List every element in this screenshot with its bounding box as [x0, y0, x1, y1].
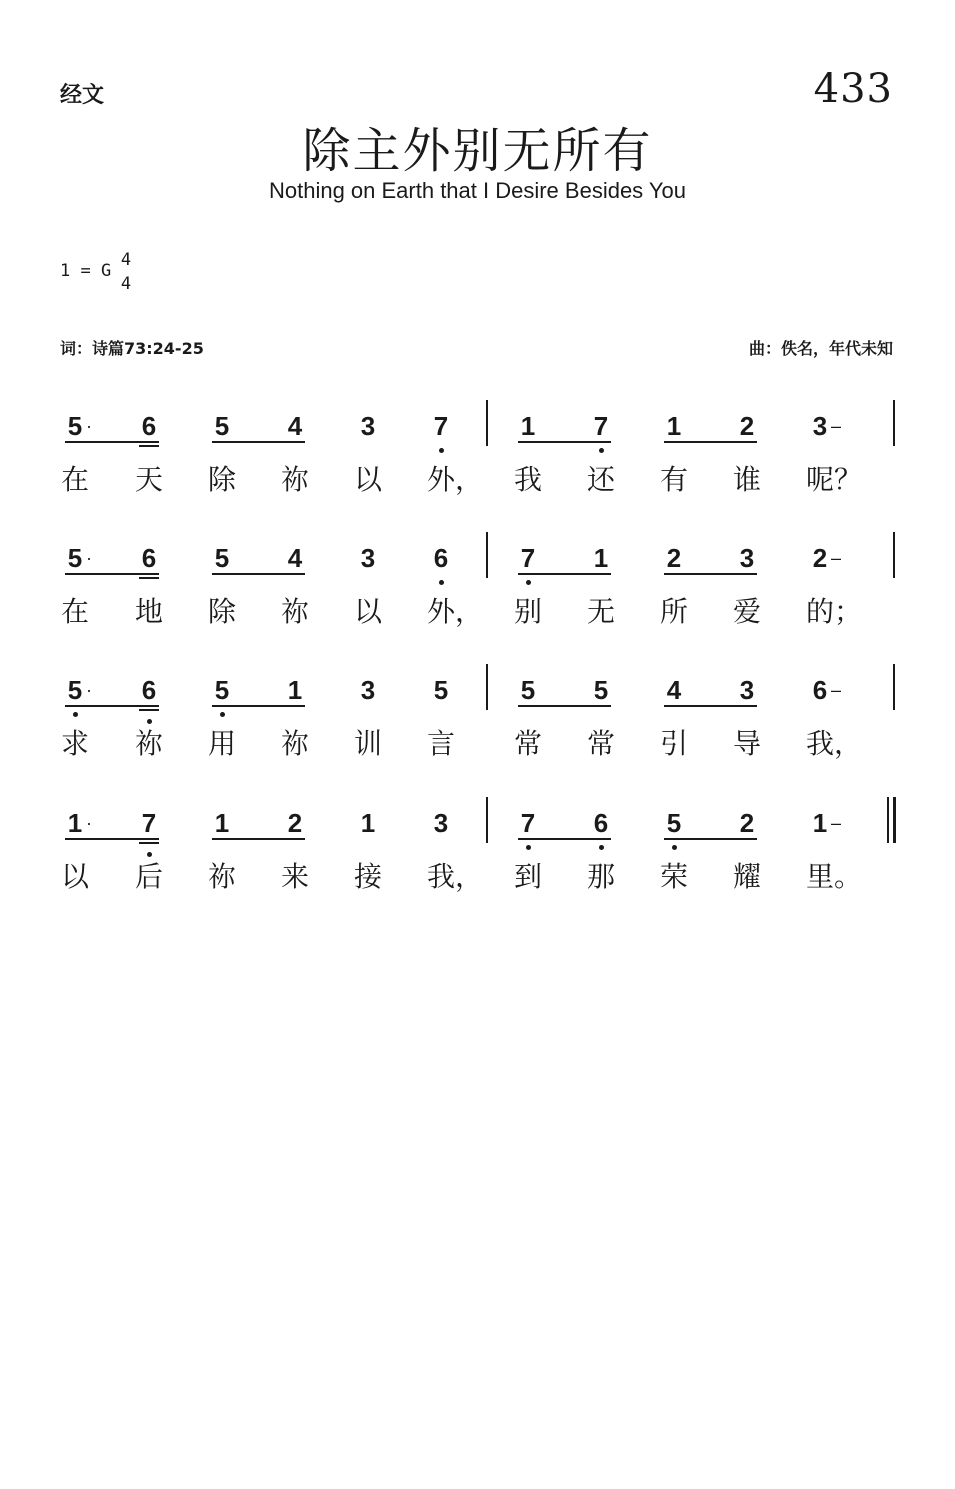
underline-beam	[518, 705, 611, 707]
note	[421, 672, 461, 708]
lyric-syllable: 祢	[208, 860, 237, 893]
note	[654, 408, 694, 444]
lyric-syllable: 那	[587, 860, 616, 893]
underline-beam	[139, 445, 159, 447]
lyric-syllable: 来	[281, 860, 310, 893]
note	[581, 672, 621, 708]
note	[421, 540, 461, 576]
note	[508, 672, 548, 708]
lyric-syllable: 有	[660, 463, 689, 496]
underline-beam	[518, 573, 611, 575]
score-line	[0, 662, 955, 772]
lower-octave-dot	[439, 448, 444, 453]
note	[508, 408, 548, 444]
lyric-syllable: 无	[587, 595, 616, 628]
note	[55, 540, 95, 576]
note-number: 7	[433, 411, 449, 441]
lyric-syllable: 的；	[806, 595, 863, 628]
bar-line	[486, 664, 488, 710]
bar-line	[893, 532, 895, 578]
lyric-syllable: 祢	[135, 727, 164, 760]
lower-octave-dot	[599, 448, 604, 453]
score-line	[0, 530, 955, 640]
note	[727, 540, 767, 576]
lyric-syllable: 我	[514, 463, 543, 496]
bar-line	[486, 532, 488, 578]
note-number: 5	[593, 675, 609, 705]
lyric-syllable: 以	[61, 860, 90, 893]
score-line	[0, 398, 955, 508]
bar-line	[486, 797, 488, 843]
note	[654, 805, 694, 841]
final-bar-line	[893, 797, 896, 843]
note	[654, 540, 694, 576]
note-number: 7	[141, 808, 157, 838]
lower-octave-dot	[672, 845, 677, 850]
underline-beam	[139, 577, 159, 579]
hymn-number: 433	[813, 66, 893, 112]
note-number: 6	[141, 411, 157, 441]
final-bar-line	[887, 797, 889, 843]
note-number: 1	[812, 808, 828, 838]
lyric-syllable: 后	[135, 860, 164, 893]
note	[348, 672, 388, 708]
note	[581, 408, 621, 444]
note	[727, 672, 767, 708]
lyric-syllable: 言	[427, 727, 456, 760]
note-number: 7	[593, 411, 609, 441]
note-number: 5	[67, 543, 83, 573]
hold-dash: –	[831, 680, 842, 700]
note-number: 3	[360, 675, 376, 705]
underline-beam	[65, 705, 159, 707]
underline-beam	[212, 573, 305, 575]
lyric-syllable: 训	[354, 727, 383, 760]
lyric-syllable: 耀	[733, 860, 762, 893]
lyric-syllable: 爱	[733, 595, 762, 628]
lyric-syllable: 呢？	[806, 463, 863, 496]
note	[129, 805, 169, 841]
underline-beam	[139, 842, 159, 844]
note	[727, 805, 767, 841]
lyric-syllable: 求	[61, 727, 90, 760]
time-signature	[118, 248, 134, 296]
underline-beam	[212, 705, 305, 707]
lyric-syllable: 谁	[733, 463, 762, 496]
lyric-syllable: 常	[514, 727, 543, 760]
note	[348, 540, 388, 576]
lyric-syllable: 接	[354, 860, 383, 893]
note-number: 2	[739, 808, 755, 838]
note-number: 1	[360, 808, 376, 838]
note	[55, 408, 95, 444]
underline-beam	[139, 709, 159, 711]
underline-beam	[664, 441, 757, 443]
dotted-note-dot: ·	[86, 813, 92, 833]
lower-octave-dot	[73, 712, 78, 717]
note-number: 1	[593, 543, 609, 573]
note-number: 5	[214, 411, 230, 441]
lyric-syllable: 祢	[281, 463, 310, 496]
underline-beam	[518, 441, 611, 443]
song-title-chinese: 除主外别无所有	[302, 123, 653, 179]
lyrics-credit: 词：诗篇73:24-25	[60, 339, 204, 358]
note-number: 3	[360, 411, 376, 441]
note-number: 6	[141, 543, 157, 573]
note	[508, 805, 548, 841]
lyric-syllable: 以	[354, 463, 383, 496]
underline-beam	[518, 838, 611, 840]
lyric-syllable: 还	[587, 463, 616, 496]
dotted-note-dot: ·	[86, 548, 92, 568]
lyric-syllable: 别	[514, 595, 543, 628]
note	[129, 408, 169, 444]
note-number: 2	[812, 543, 828, 573]
note-number: 1	[666, 411, 682, 441]
lyric-syllable: 用	[208, 727, 237, 760]
underline-beam	[212, 838, 305, 840]
note	[275, 672, 315, 708]
note-number: 7	[520, 543, 536, 573]
lyric-syllable: 导	[733, 727, 762, 760]
note-number: 2	[666, 543, 682, 573]
lyric-syllable: 除	[208, 595, 237, 628]
note-number: 3	[739, 543, 755, 573]
lyric-syllable: 地	[135, 595, 164, 628]
lower-octave-dot	[220, 712, 225, 717]
note	[421, 805, 461, 841]
song-title-english: Nothing on Earth that I Desire Besides You	[268, 178, 687, 203]
bar-line	[893, 400, 895, 446]
underline-beam	[664, 573, 757, 575]
note-number: 3	[360, 543, 376, 573]
lyric-syllable: 天	[135, 463, 164, 496]
note	[800, 540, 840, 576]
note	[275, 408, 315, 444]
note-number: 5	[214, 675, 230, 705]
note	[800, 805, 840, 841]
note	[129, 540, 169, 576]
note-number: 1	[214, 808, 230, 838]
note	[129, 672, 169, 708]
time-signature-unit: 4	[120, 274, 132, 294]
lyric-syllable: 除	[208, 463, 237, 496]
note-number: 1	[287, 675, 303, 705]
bar-line	[486, 400, 488, 446]
note	[654, 672, 694, 708]
music-credit: 曲：佚名，年代未知	[748, 339, 893, 358]
note-number: 1	[67, 808, 83, 838]
note	[581, 540, 621, 576]
note-number: 5	[214, 543, 230, 573]
key-label: 1 = G	[60, 261, 112, 281]
note	[55, 805, 95, 841]
lyric-syllable: 我，	[427, 860, 484, 893]
note-number: 6	[593, 808, 609, 838]
lower-octave-dot	[439, 580, 444, 585]
note-number: 2	[739, 411, 755, 441]
note-number: 3	[433, 808, 449, 838]
score-line	[0, 795, 955, 905]
lyric-syllable: 所	[660, 595, 689, 628]
note	[581, 805, 621, 841]
hold-dash: –	[831, 548, 842, 568]
lower-octave-dot	[599, 845, 604, 850]
note-number: 7	[520, 808, 536, 838]
note-number: 5	[67, 675, 83, 705]
note-number: 2	[287, 808, 303, 838]
underline-beam	[664, 838, 757, 840]
lower-octave-dot	[526, 580, 531, 585]
note-number: 3	[739, 675, 755, 705]
hold-dash: –	[831, 416, 842, 436]
note-number: 5	[433, 675, 449, 705]
lyric-syllable: 在	[61, 595, 90, 628]
note-number: 3	[812, 411, 828, 441]
underline-beam	[65, 441, 159, 443]
category-label: 经文	[60, 83, 105, 108]
lyric-syllable: 到	[514, 860, 543, 893]
lyric-syllable: 外，	[427, 463, 484, 496]
lyric-syllable: 外，	[427, 595, 484, 628]
lower-octave-dot	[147, 719, 152, 724]
lyric-syllable: 以	[354, 595, 383, 628]
note	[202, 672, 242, 708]
note	[800, 672, 840, 708]
note	[55, 672, 95, 708]
note	[348, 805, 388, 841]
note-number: 4	[666, 675, 682, 705]
lyric-syllable: 祢	[281, 595, 310, 628]
underline-beam	[664, 705, 757, 707]
bar-line	[893, 664, 895, 710]
note	[202, 408, 242, 444]
lyric-syllable: 祢	[281, 727, 310, 760]
note-number: 6	[812, 675, 828, 705]
note	[202, 805, 242, 841]
time-signature-beats: 4	[120, 250, 132, 270]
note-number: 4	[287, 411, 303, 441]
lower-octave-dot	[526, 845, 531, 850]
dotted-note-dot: ·	[86, 416, 92, 436]
dotted-note-dot: ·	[86, 680, 92, 700]
lower-octave-dot	[147, 852, 152, 857]
note	[421, 408, 461, 444]
note	[800, 408, 840, 444]
note	[727, 408, 767, 444]
note	[275, 805, 315, 841]
note-number: 5	[520, 675, 536, 705]
lyric-syllable: 引	[660, 727, 689, 760]
note-number: 1	[520, 411, 536, 441]
lyric-syllable: 我，	[806, 727, 863, 760]
note	[202, 540, 242, 576]
note-number: 6	[141, 675, 157, 705]
hold-dash: –	[831, 813, 842, 833]
note	[348, 408, 388, 444]
lyric-syllable: 常	[587, 727, 616, 760]
note-number: 5	[67, 411, 83, 441]
note-number: 4	[287, 543, 303, 573]
underline-beam	[65, 838, 159, 840]
note	[508, 540, 548, 576]
note-number: 6	[433, 543, 449, 573]
lyric-syllable: 里。	[806, 860, 863, 893]
lyric-syllable: 在	[61, 463, 90, 496]
note-number: 5	[666, 808, 682, 838]
underline-beam	[212, 441, 305, 443]
note	[275, 540, 315, 576]
lyric-syllable: 荣	[660, 860, 689, 893]
underline-beam	[65, 573, 159, 575]
